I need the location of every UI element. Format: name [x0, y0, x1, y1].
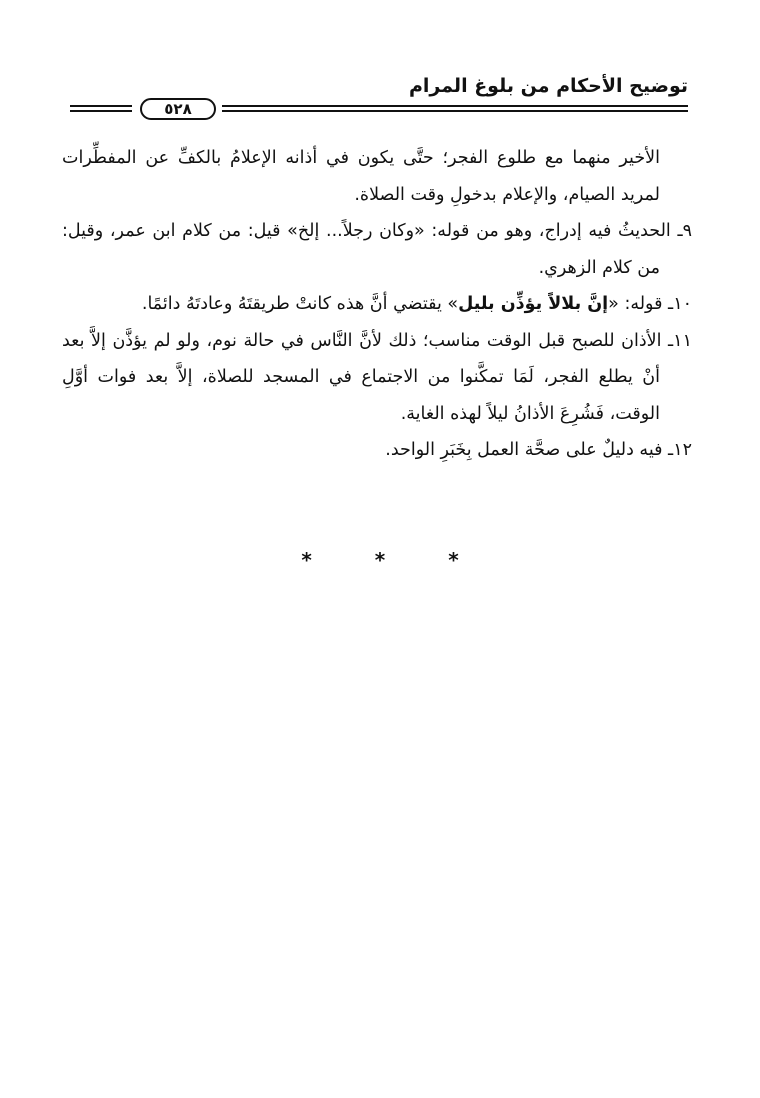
paragraph-text: فيه دليلٌ على صحَّة العمل بِخَبَرِ الواحد. [385, 440, 663, 460]
header-rule-line [222, 105, 688, 107]
body-text [62, 140, 692, 469]
numbered-paragraph-9 [62, 213, 692, 286]
numbered-paragraph-11 [62, 323, 692, 433]
paragraph-number: ٩ـ [677, 221, 692, 241]
numbered-paragraph-12 [62, 432, 692, 469]
paragraph-text-before: قوله: « [608, 294, 663, 314]
book-title: توضيح الأحكام من بلوغ المرام [408, 75, 688, 97]
paragraph-text: الأخير منهما مع طلوع الفجر؛ حتَّى يكون في أذانه الإعلامُ بالكفِّ عن المفطِّرات لمريد الصيام، والإعلام بدخولِ وقت الصلاة. [62, 148, 660, 205]
section-separator: * * * [301, 548, 487, 572]
header-rule-line [70, 105, 132, 107]
numbered-paragraph-10 [62, 286, 692, 323]
paragraph-text-after: » يقتضي أنَّ هذه كانتْ طريقتَهُ وعادتَهُ دائمًا. [141, 294, 459, 314]
hadith-quote: إنَّ بلالاً يؤذِّن بليل [458, 294, 609, 314]
paragraph-number: ١٢ـ [668, 440, 692, 460]
header-rule-line [70, 110, 132, 112]
header-rules [70, 98, 688, 122]
page-number: ٥٢٨ [140, 98, 216, 120]
paragraph-text: الأذان للصبح قبل الوقت مناسب؛ ذلك لأنَّ النَّاس في حالة نوم، ولو لم يؤذَّن إلاَّ بعد أنْ يطلع الفجر، لَمَا تمكَّنوا من الاجتماع في المسجد للصلاة، إلاَّ بعد فوات أوَّلِ الوقت، فَشُرِعَ الأذانُ ليلاً لهذه الغاية. [62, 330, 662, 424]
paragraph-number: ١١ـ [668, 330, 692, 351]
paragraph-text: الحديثُ فيه إدراج، وهو من قوله: «وكان رجلاً... إلخ» قيل: من كلام ابن عمر، وقيل: من كلام الزهري. [62, 221, 671, 278]
paragraph-continuation [62, 140, 692, 213]
paragraph-number: ١٠ـ [668, 294, 692, 314]
header-rule-line [222, 110, 688, 112]
page-header [70, 70, 688, 120]
